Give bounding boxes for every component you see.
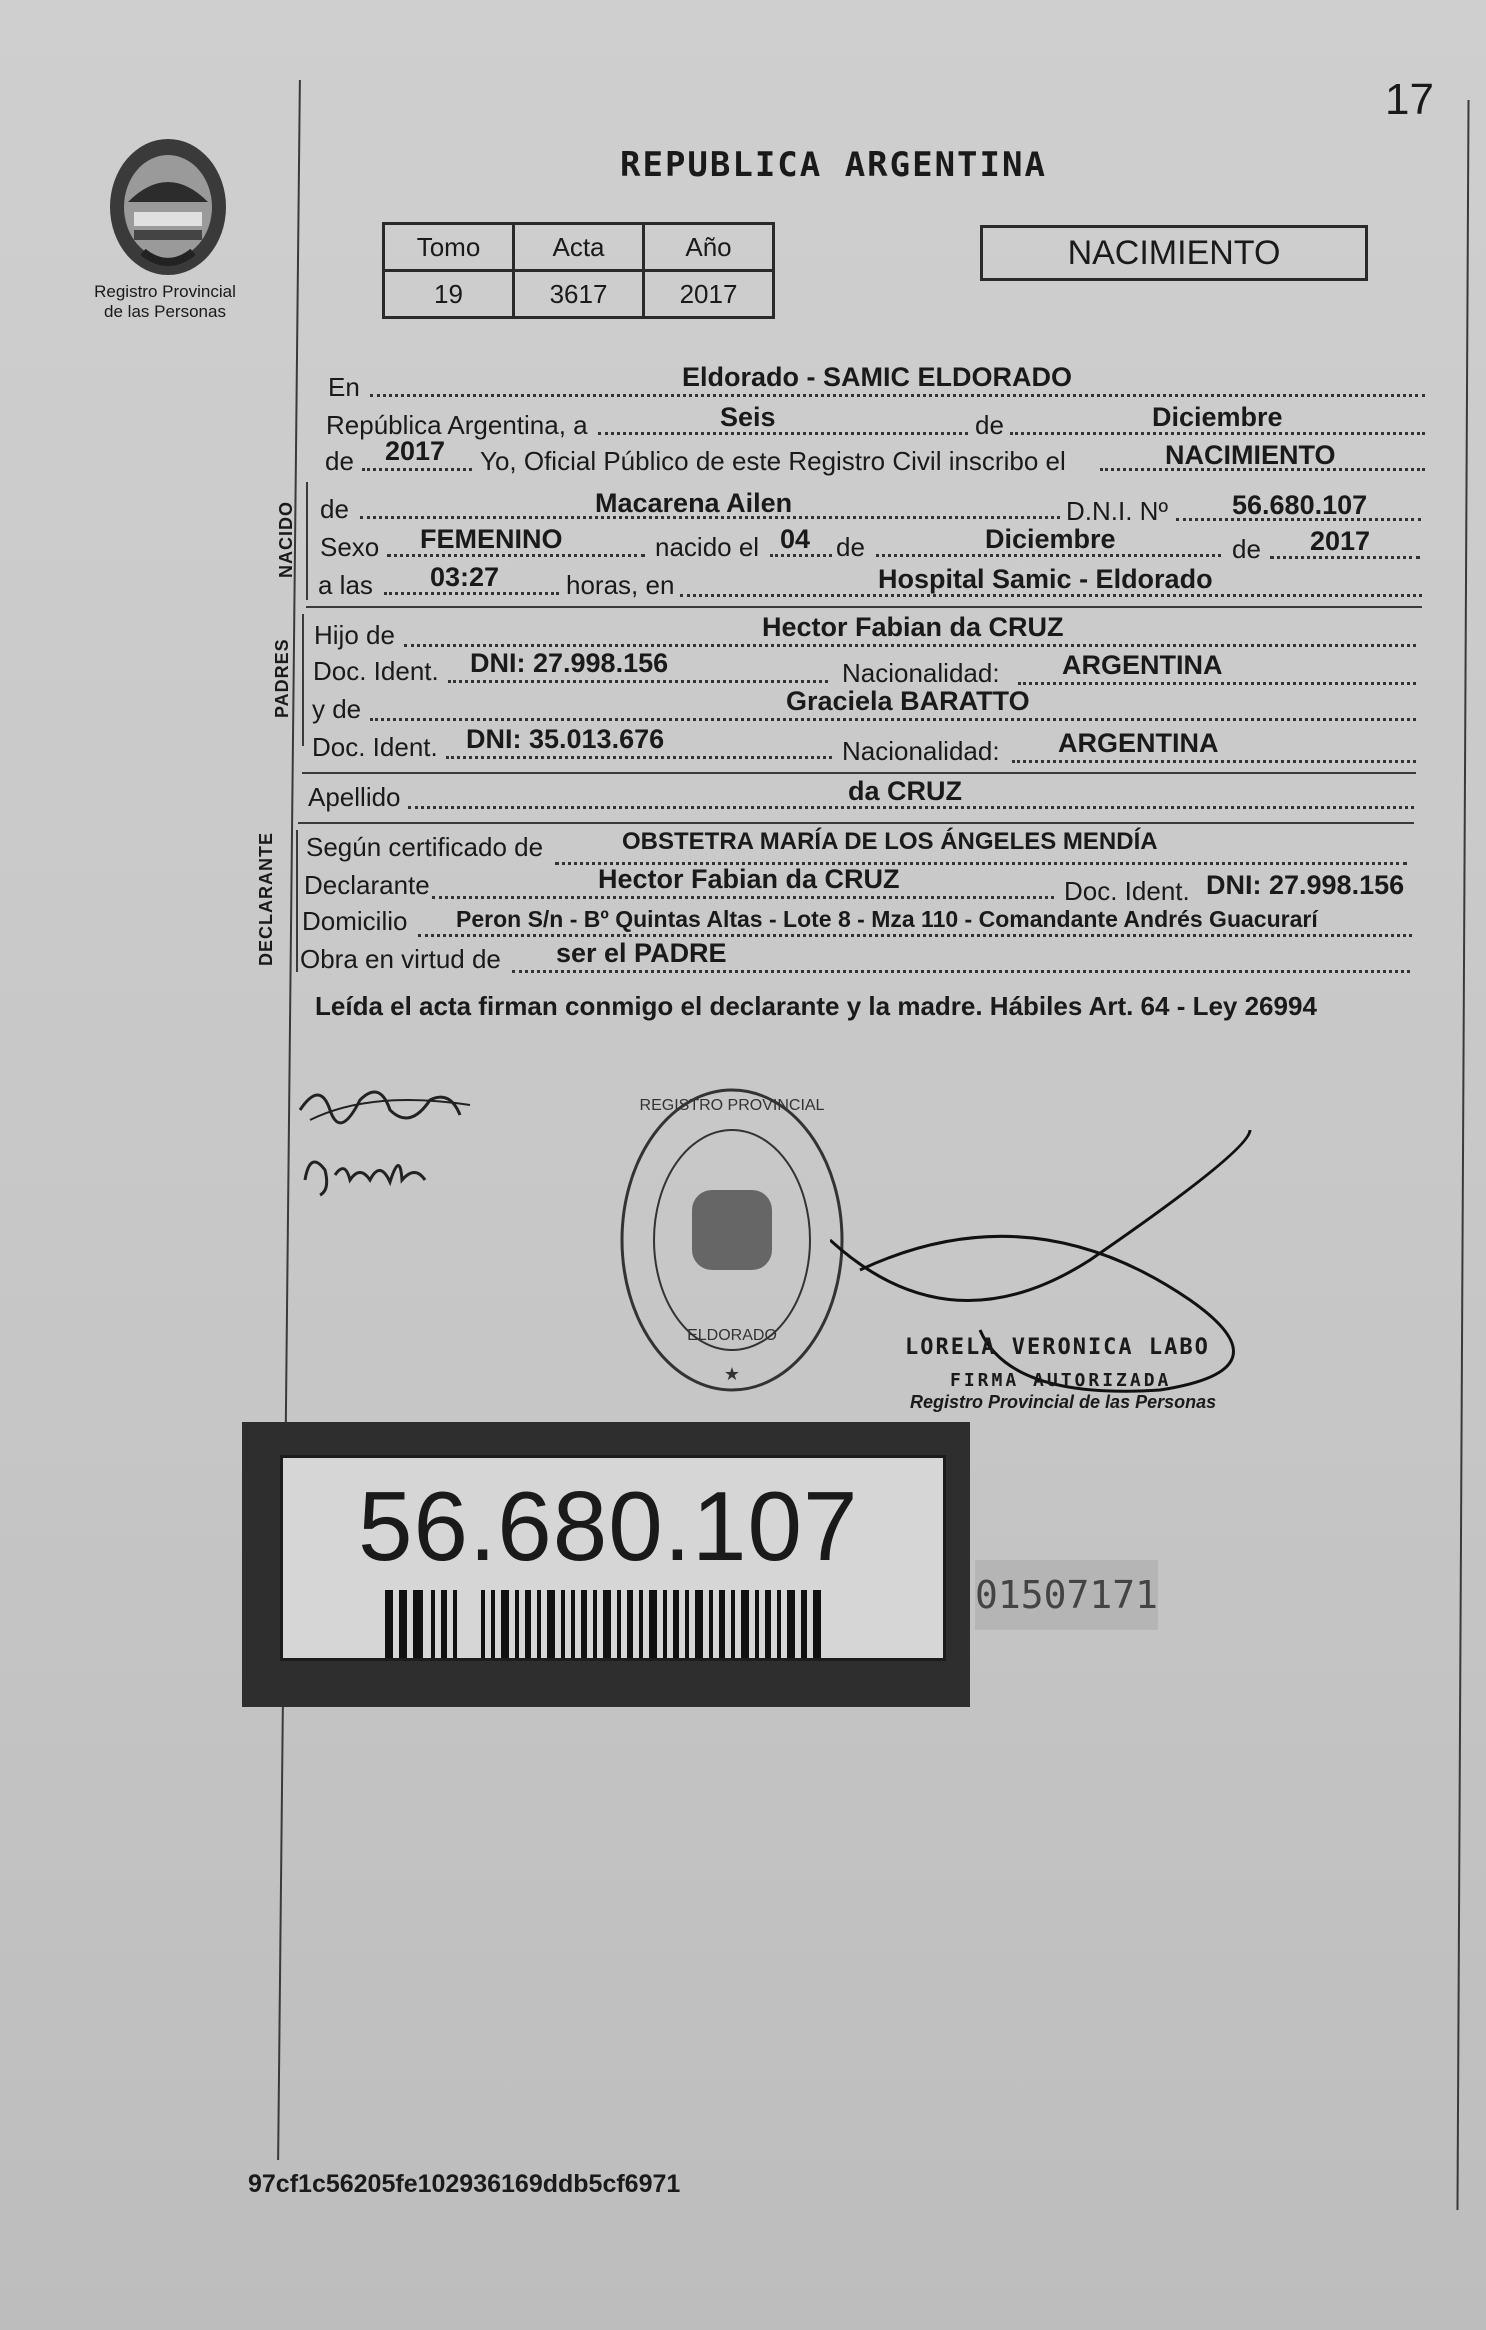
mother-name: Graciela BARATTO [786, 686, 1030, 716]
official-name: LORELA VERONICA LABO [905, 1335, 1210, 1360]
a-las-label: a las [318, 570, 373, 600]
sexo-label: Sexo [320, 532, 380, 562]
intro-act-type: NACIMIENTO [1165, 440, 1336, 470]
birth-day: 04 [780, 524, 811, 554]
section-divider [306, 482, 308, 600]
intro-year: 2017 [385, 436, 446, 466]
document-title: REPUBLICA ARGENTINA [620, 145, 1047, 185]
father-doc: DNI: 27.998.156 [470, 648, 669, 678]
dni-number: 56.680.107 [358, 1471, 859, 1581]
father-name: Hector Fabian da CRUZ [762, 612, 1064, 642]
segun-label: Según certificado de [306, 832, 544, 862]
intro-place: Eldorado - SAMIC ELDORADO [682, 362, 1072, 392]
declarante-doc: DNI: 27.998.156 [1206, 870, 1405, 900]
closing-note: Leída el acta firman conmigo el declarante y la madre. Hábiles Art. 64 - Ley 26994 [315, 991, 1317, 1021]
official-org: Registro Provincial de las Personas [910, 1392, 1217, 1412]
section-rule [302, 772, 1416, 774]
dotted-line [1012, 760, 1416, 763]
doc-ident-label: Doc. Ident. [313, 656, 439, 686]
hijo-label: Hijo de [314, 620, 395, 650]
obra-value: ser el PADRE [556, 938, 727, 968]
svg-text:★: ★ [723, 1364, 741, 1384]
tomo-header: Tomo [384, 224, 514, 271]
horas-label: horas, en [566, 570, 675, 600]
nacido-de-label: de [320, 494, 349, 524]
father-nationality: ARGENTINA [1062, 650, 1223, 680]
act-type-box: NACIMIENTO [980, 225, 1368, 281]
inscribo-label: Yo, Oficial Público de este Registro Civil inscribo el [480, 446, 1066, 476]
section-divider [296, 830, 298, 972]
domicilio-value: Peron S/n - Bº Quintas Altas - Lote 8 - Mza 110 - Comandante Andrés Guacurarí [456, 906, 1318, 932]
child-dni: 56.680.107 [1232, 490, 1368, 520]
logo-caption-line2: de las Personas [104, 302, 226, 321]
svg-text:REGISTRO PROVINCIAL: REGISTRO PROVINCIAL [639, 1097, 825, 1114]
nacido-de-label2: de [836, 532, 865, 562]
right-margin-line [1456, 100, 1469, 2210]
registry-seal-icon [612, 1080, 852, 1400]
dotted-line [432, 896, 1054, 899]
dotted-line [598, 432, 968, 435]
document-hash: 97cf1c56205fe102936169ddb5cf6971 [248, 2170, 681, 2198]
section-label-declarante: DECLARANTE [256, 832, 276, 966]
barcode-icon [385, 1590, 825, 1658]
section-label-nacido: NACIDO [276, 501, 296, 578]
dotted-line [370, 394, 1425, 397]
serial-number: 01507171 [975, 1560, 1158, 1630]
handwritten-signatures-icon [290, 1070, 490, 1210]
dotted-line [1018, 682, 1416, 685]
declarante-name: Hector Fabian da CRUZ [598, 864, 900, 894]
obra-label: Obra en virtud de [300, 944, 501, 974]
republica-label: República Argentina, a [326, 410, 588, 440]
apellido-label: Apellido [308, 782, 401, 812]
birth-place: Hospital Samic - Eldorado [878, 564, 1213, 594]
acta-header: Acta [514, 224, 644, 271]
dni-label: D.N.I. Nº [1066, 496, 1168, 526]
misiones-emblem-icon [98, 132, 238, 282]
en-label: En [328, 372, 360, 402]
dotted-line [512, 970, 1410, 973]
svg-text:ELDORADO: ELDORADO [687, 1327, 777, 1344]
dotted-line [362, 468, 472, 471]
child-sex: FEMENINO [420, 524, 563, 554]
certificate-source: OBSTETRA MARÍA DE LOS ÁNGELES MENDÍA [622, 828, 1158, 855]
de-label: de [975, 410, 1004, 440]
child-name: Macarena Ailen [595, 488, 793, 518]
intro-month: Diciembre [1152, 402, 1283, 432]
nacionalidad-label: Nacionalidad: [842, 658, 1000, 688]
register-table [382, 222, 775, 319]
doc-ident-label: Doc. Ident. [312, 732, 438, 762]
declarante-label: Declarante [304, 870, 430, 900]
mother-doc: DNI: 35.013.676 [466, 724, 665, 754]
section-divider [302, 614, 304, 746]
dotted-line [446, 756, 832, 759]
domicilio-label: Domicilio [302, 906, 408, 936]
ano-value: 2017 [644, 271, 774, 318]
birth-time: 03:27 [430, 562, 500, 592]
doc-ident-label: Doc. Ident. [1064, 876, 1190, 906]
de2-label: de [325, 446, 354, 476]
section-label-padres: PADRES [272, 638, 292, 718]
section-rule [306, 606, 1422, 608]
dotted-line [404, 644, 1416, 647]
apellido-value: da CRUZ [848, 776, 962, 806]
intro-day: Seis [720, 402, 776, 432]
dotted-line [418, 934, 1412, 937]
logo-caption-line1: Registro Provincial [94, 282, 236, 301]
official-role: FIRMA AUTORIZADA [950, 1370, 1172, 1391]
logo-caption [70, 282, 260, 322]
nacionalidad-label: Nacionalidad: [842, 736, 1000, 766]
nacido-de-label3: de [1232, 534, 1261, 564]
acta-value: 3617 [514, 271, 644, 318]
dotted-line [370, 718, 1416, 721]
tomo-value: 19 [384, 271, 514, 318]
ano-header: Año [644, 224, 774, 271]
mother-nationality: ARGENTINA [1058, 728, 1219, 758]
section-rule [298, 822, 1414, 824]
dotted-line [448, 680, 828, 683]
y-de-label: y de [312, 694, 362, 724]
birth-month: Diciembre [985, 524, 1116, 554]
page-number: 17 [1385, 75, 1434, 124]
nacido-el-label: nacido el [655, 532, 760, 562]
birth-year: 2017 [1310, 526, 1371, 556]
